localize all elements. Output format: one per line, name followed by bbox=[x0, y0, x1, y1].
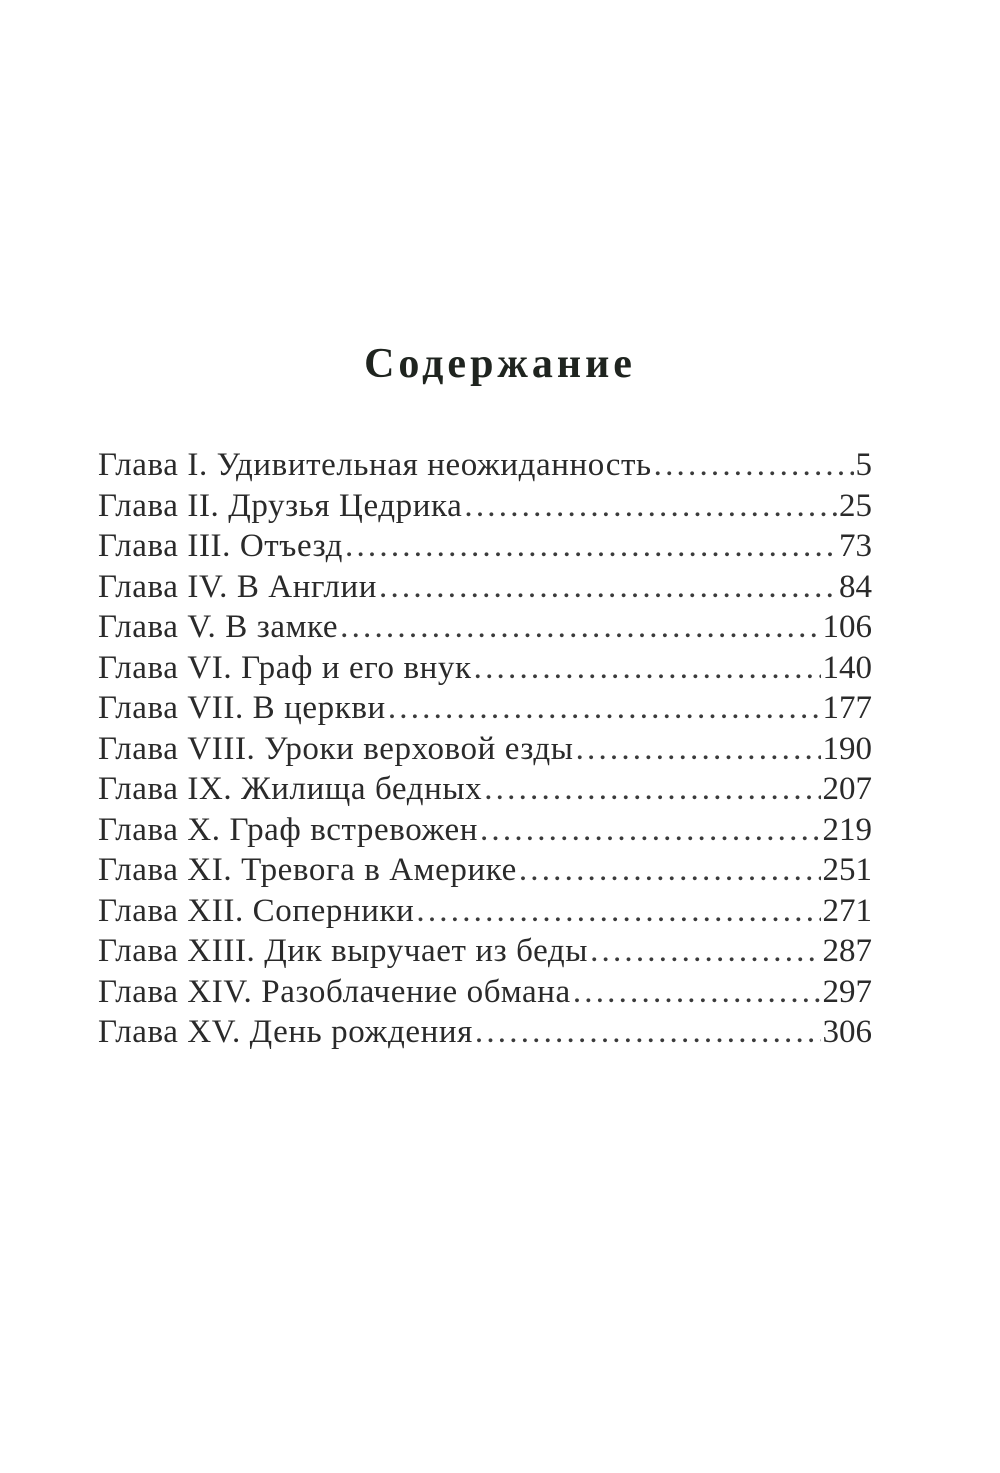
dot-leader bbox=[416, 891, 820, 932]
dot-leader bbox=[654, 445, 854, 486]
toc-entry-label: Глава IX. Жилища бедных bbox=[98, 771, 483, 807]
toc-entry bbox=[98, 891, 872, 932]
dot-leader bbox=[480, 810, 821, 851]
dot-leader bbox=[464, 486, 837, 527]
toc-entry-page: 140 bbox=[822, 649, 872, 686]
toc-entry-label: Глава VIII. Уроки верховой езды bbox=[98, 730, 574, 767]
toc-entry bbox=[98, 769, 872, 810]
dot-leader bbox=[573, 972, 821, 1013]
toc-entry-label: Глава V. В замке bbox=[98, 609, 339, 645]
toc-entry bbox=[98, 729, 872, 770]
dot-leader bbox=[340, 607, 820, 648]
dot-leader bbox=[345, 526, 837, 567]
toc-entry-page: 5 bbox=[855, 447, 872, 483]
toc-entry-page: 106 bbox=[822, 609, 872, 645]
toc-entry bbox=[98, 810, 872, 851]
toc-entry-page: 271 bbox=[822, 892, 872, 929]
toc-entry-page: 219 bbox=[822, 811, 872, 848]
toc-entry-label: Глава X. Граф встревожен bbox=[98, 811, 478, 848]
toc-entry bbox=[98, 1012, 872, 1053]
toc-entry-page: 190 bbox=[822, 730, 872, 767]
dot-leader bbox=[519, 850, 821, 891]
toc-entry-page: 251 bbox=[822, 852, 872, 888]
toc-entry-page: 177 bbox=[822, 690, 872, 726]
dot-leader bbox=[590, 931, 820, 972]
toc-entry-label: Глава IV. В Англии bbox=[98, 568, 378, 605]
toc-entry bbox=[98, 445, 872, 486]
toc-title: Содержание bbox=[364, 341, 636, 387]
toc-entry bbox=[98, 931, 872, 972]
toc-entry-page: 84 bbox=[839, 568, 872, 605]
toc-entry-label: Глава XI. Тревога в Америке bbox=[98, 852, 517, 888]
toc-entry-label: Глава II. Друзья Цедрика bbox=[98, 487, 463, 524]
dot-leader bbox=[576, 729, 821, 770]
toc-entry-label: Глава I. Удивительная неожиданность bbox=[98, 447, 652, 483]
toc-list bbox=[98, 445, 872, 1053]
toc-entry bbox=[98, 526, 872, 567]
toc-entry-label: Глава XII. Соперники bbox=[98, 892, 415, 929]
toc-entry-page: 25 bbox=[839, 487, 872, 524]
toc-entry-page: 73 bbox=[839, 528, 872, 564]
toc-entry bbox=[98, 850, 872, 891]
toc-entry bbox=[98, 972, 872, 1013]
toc-entry bbox=[98, 486, 872, 527]
dot-leader bbox=[474, 648, 821, 689]
toc-entry bbox=[98, 567, 872, 608]
toc-entry-page: 287 bbox=[822, 933, 872, 969]
toc-entry-label: Глава XV. День рождения bbox=[98, 1014, 473, 1050]
toc-entry bbox=[98, 648, 872, 689]
toc-entry-label: Глава XIV. Разоблачение обмана bbox=[98, 973, 571, 1010]
dot-leader bbox=[484, 769, 820, 810]
toc-entry-page: 306 bbox=[822, 1014, 872, 1050]
toc-entry-label: Глава XIII. Дик выручает из беды bbox=[98, 933, 589, 969]
dot-leader bbox=[475, 1012, 821, 1053]
toc-entry-label: Глава VI. Граф и его внук bbox=[98, 649, 472, 686]
toc-entry-label: Глава VII. В церкви bbox=[98, 690, 386, 726]
toc-entry-label: Глава III. Отъезд bbox=[98, 528, 344, 564]
dot-leader bbox=[379, 567, 837, 608]
dot-leader bbox=[388, 688, 821, 729]
toc-entry bbox=[98, 607, 872, 648]
toc-entry-page: 297 bbox=[822, 973, 872, 1010]
toc-entry-page: 207 bbox=[822, 771, 872, 807]
toc-entry bbox=[98, 688, 872, 729]
